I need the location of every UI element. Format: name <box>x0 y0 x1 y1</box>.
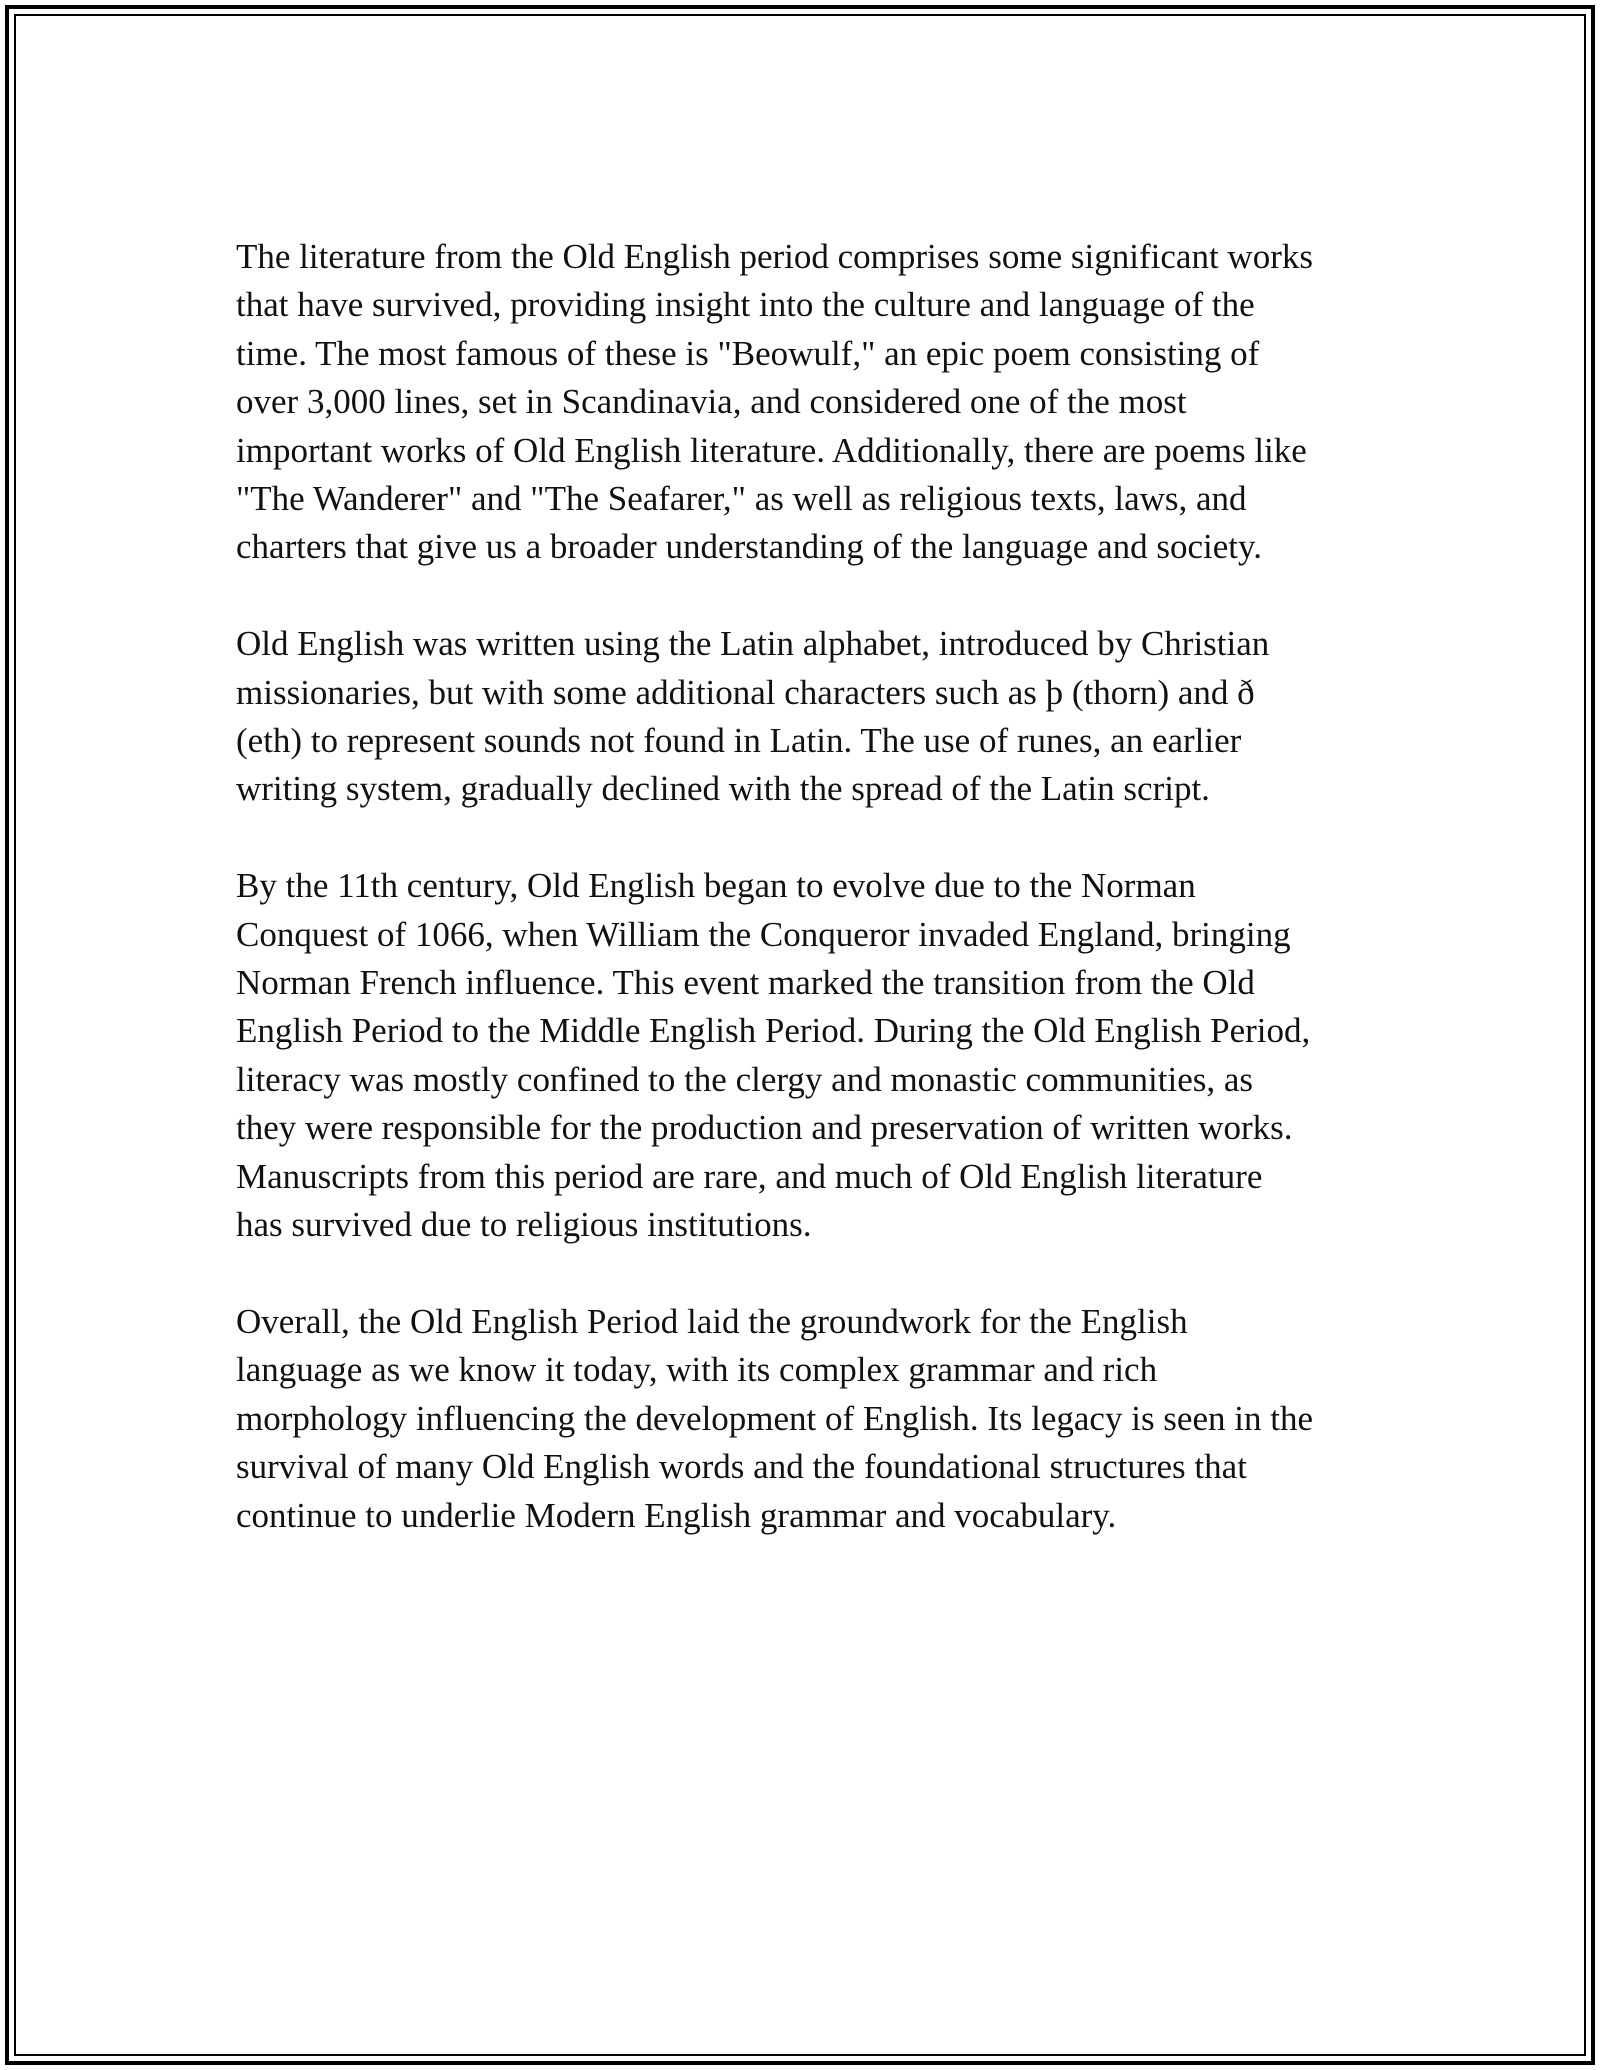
paragraph-writing-system <box>236 620 1386 814</box>
text-line: language as we know it today, with its complex grammar and rich <box>236 1350 1158 1390</box>
text-line: Manuscripts from this period are rare, and much of Old English literature <box>236 1156 1263 1196</box>
text-line: By the 11th century, Old English began to evolve due to the Norman <box>236 866 1196 906</box>
text-line: has survived due to religious institutions. <box>236 1205 812 1245</box>
paragraph-literature <box>236 233 1386 572</box>
text-line: Overall, the Old English Period laid the groundwork for the English <box>236 1301 1188 1341</box>
text-line: Old English was written using the Latin alphabet, introduced by Christian <box>236 624 1270 664</box>
text-line: The literature from the Old English period comprises some significant works <box>236 237 1313 276</box>
paragraph-norman-conquest <box>236 862 1386 1249</box>
text-line: Conquest of 1066, when William the Conqueror invaded England, bringing <box>236 914 1291 954</box>
text-line: time. The most famous of these is "Beowulf," an epic poem consisting of <box>236 333 1260 373</box>
text-line: morphology influencing the development of English. Its legacy is seen in the <box>236 1398 1313 1438</box>
text-line: literacy was mostly confined to the clergy and monastic communities, as <box>236 1059 1254 1099</box>
text-line: they were responsible for the production and preservation of written works. <box>236 1108 1293 1148</box>
text-line: charters that give us a broader understanding of the language and society. <box>236 527 1262 567</box>
text-line: that have survived, providing insight into the culture and language of the <box>236 285 1255 325</box>
text-line: Norman French influence. This event marked the transition from the Old <box>236 963 1255 1003</box>
text-line: writing system, gradually declined with the spread of the Latin script. <box>236 769 1210 809</box>
paragraph-legacy <box>236 1298 1386 1540</box>
text-line: (eth) to represent sounds not found in Latin. The use of runes, an earlier <box>236 721 1242 761</box>
text-line: missionaries, but with some additional characters such as þ (thorn) and ð <box>236 672 1255 712</box>
text-line: "The Wanderer" and "The Seafarer," as well as religious texts, laws, and <box>236 479 1247 519</box>
text-line: English Period to the Middle English Period. During the Old English Period, <box>236 1011 1311 1051</box>
document-body <box>236 233 1386 1588</box>
text-line: continue to underlie Modern English grammar and vocabulary. <box>236 1495 1117 1535</box>
text-line: over 3,000 lines, set in Scandinavia, and considered one of the most <box>236 382 1187 422</box>
text-line: important works of Old English literature. Additionally, there are poems like <box>236 430 1307 470</box>
text-line: survival of many Old English words and the foundational structures that <box>236 1447 1247 1487</box>
